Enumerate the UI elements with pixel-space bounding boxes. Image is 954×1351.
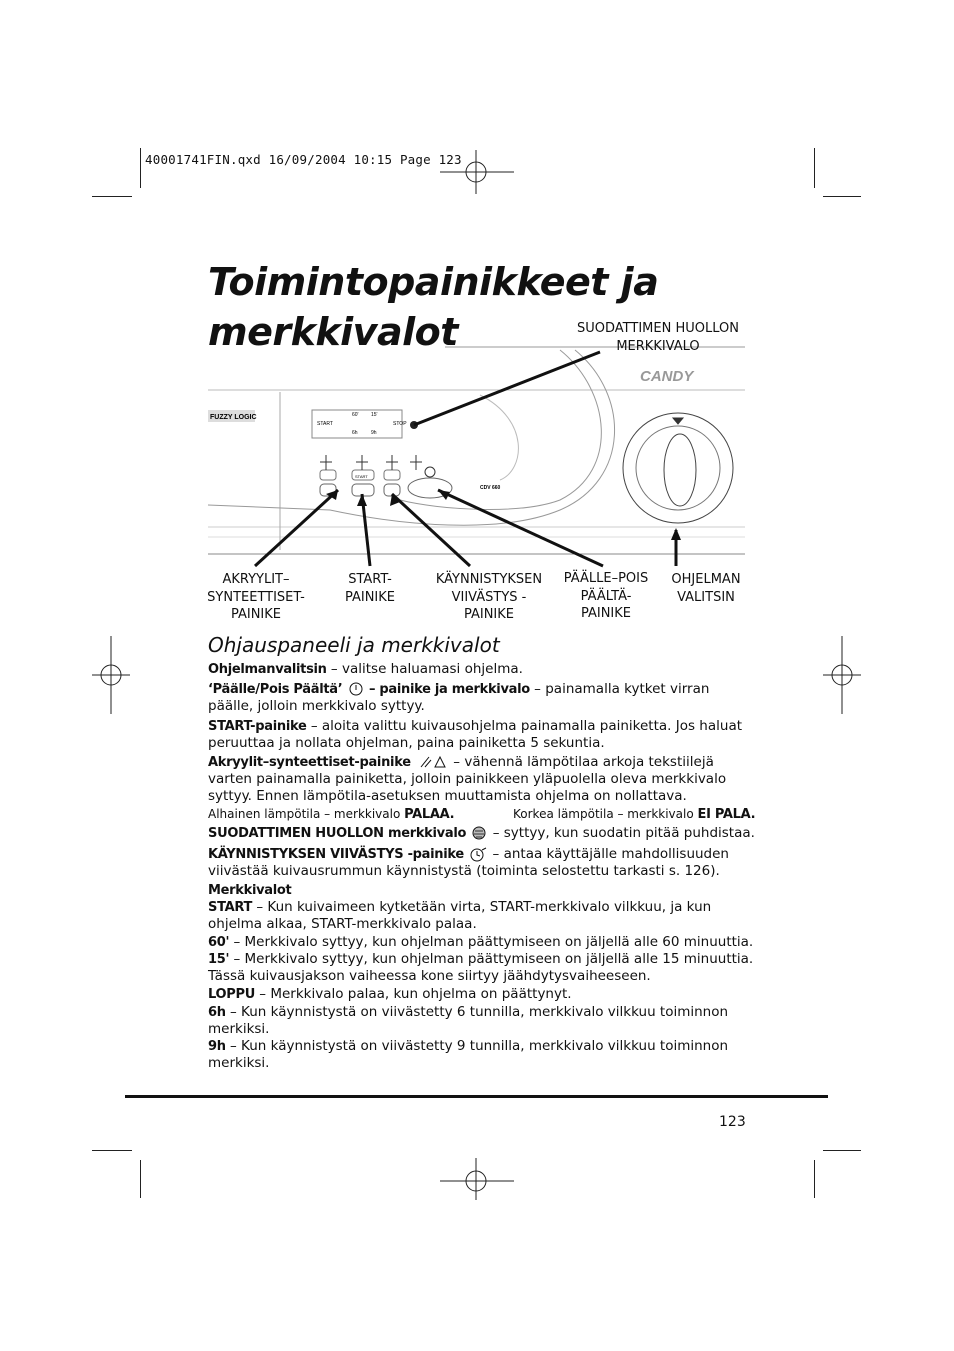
para-60-indicator: 60' – Merkkivalo syttyy, kun ohjelman päättymiseen on jäljellä alle 60 minuuttia.	[208, 934, 754, 950]
control-panel-diagram	[0, 0, 954, 640]
arrow-heads	[326, 490, 681, 540]
brand-logo: CANDY	[640, 368, 694, 385]
label-power-button: PÄÄLLE–POIS PÄÄLTÄ- PAINIKE	[563, 571, 649, 621]
panel-start-label: START	[317, 421, 333, 427]
panel-stop-label: STOP	[393, 421, 407, 427]
para-indicators-heading: Merkkivalot	[208, 883, 292, 898]
label-acrylic-button: AKRYYLIT– SYNTEETTISET- PAINIKE	[207, 572, 305, 622]
para-temperature-notes: Alhainen lämpötila – merkkivalo PALAA. Korkea lämpötila – merkkivalo EI PALA.	[208, 807, 756, 822]
acrylic-synthetic-icon	[415, 754, 449, 770]
title-line-1: Toimintopainikkeet ja	[208, 260, 659, 304]
para-program-selector: Ohjelmanvalitsin – valitse haluamasi ohjelma.	[208, 661, 523, 677]
para-6h-indicator: 6h – Kun käynnistystä on viivästetty 6 tunnilla, merkkivalo vilkkuu toiminnon merkiksi.	[208, 1004, 729, 1037]
panel-9h-label: 9h	[371, 430, 377, 436]
para-start-button: START-painike – aloita valittu kuivausohjelma painamalla painiketta. Jos haluat peruuttaa ja nollata ohjelman, paina painiketta 5 sekuntia.	[208, 718, 743, 751]
para-acrylic-button: Akryylit–synteettiset-painike – vähennä lämpötilaa arkoja tekstiilejä varten painamalla painiketta, jolloin painikkeen yläpuolella oleva merkkivalo syttyy. Ennen lämpötila-asetuksen muuttamista ohjelma on nollattava.	[208, 754, 727, 804]
label-start-button: START- PAINIKE	[344, 572, 396, 605]
panel-15-label: 15'	[371, 412, 378, 418]
para-power-button: ‘Päälle/Pois Päältä’ – painike ja merkkivalo – painamalla kytket virran päälle, jolloin merkkivalo syttyy.	[208, 681, 710, 714]
print-header: 40001741FIN.qxd 16/09/2004 10:15 Page 123	[145, 152, 462, 167]
panel-60-label: 60'	[352, 412, 359, 418]
page-number: 123	[719, 1114, 746, 1130]
para-9h-indicator: 9h – Kun käynnistystä on viivästetty 9 tunnilla, merkkivalo vilkkuu toiminnon merkiksi.	[208, 1038, 729, 1071]
delay-start-icon	[468, 846, 488, 862]
para-15-indicator: 15' – Merkkivalo syttyy, kun ohjelman päättymiseen on jäljellä alle 15 minuuttia. Tässä kuivausjakson vaiheessa kone siirtyy jäähdytysvaiheeseen.	[208, 951, 754, 984]
panel-start-button-text: START	[355, 474, 368, 479]
title-line-2: merkkivalot	[208, 310, 458, 354]
label-filter-indicator: SUODATTIMEN HUOLLON MERKKIVALO	[577, 321, 739, 354]
footer-rule	[125, 1095, 828, 1098]
para-delay-button: KÄYNNISTYKSEN VIIVÄSTYS -painike – antaa käyttäjälle mahdollisuuden viivästää kuivausrummun käynnistystä (toiminta selostettu tarkasti s. 126).	[208, 846, 729, 879]
para-end-indicator: LOPPU – Merkkivalo palaa, kun ohjelma on päättynyt.	[208, 986, 572, 1002]
fuzzy-logic-badge: FUZZY LOGIC	[210, 414, 257, 421]
model-label: CDV 660	[480, 485, 501, 491]
label-delay-button: KÄYNNISTYKSEN VIIVÄSTYS - PAINIKE	[435, 572, 543, 622]
para-start-indicator: START – Kun kuivaimeen kytketään virta, START-merkkivalo vilkkuu, ja kun ohjelma alkaa, START-merkkivalo palaa.	[208, 899, 712, 932]
callout-arrows	[255, 352, 676, 566]
label-program-selector: OHJELMAN VALITSIN	[671, 572, 741, 605]
section-heading: Ohjauspaneeli ja merkkivalot	[208, 633, 500, 657]
filter-icon	[470, 825, 488, 841]
panel-6h-label: 6h	[352, 430, 358, 436]
power-icon	[347, 681, 365, 697]
para-filter-indicator: SUODATTIMEN HUOLLON merkkivalo – syttyy, kun suodatin pitää puhdistaa.	[208, 825, 755, 841]
